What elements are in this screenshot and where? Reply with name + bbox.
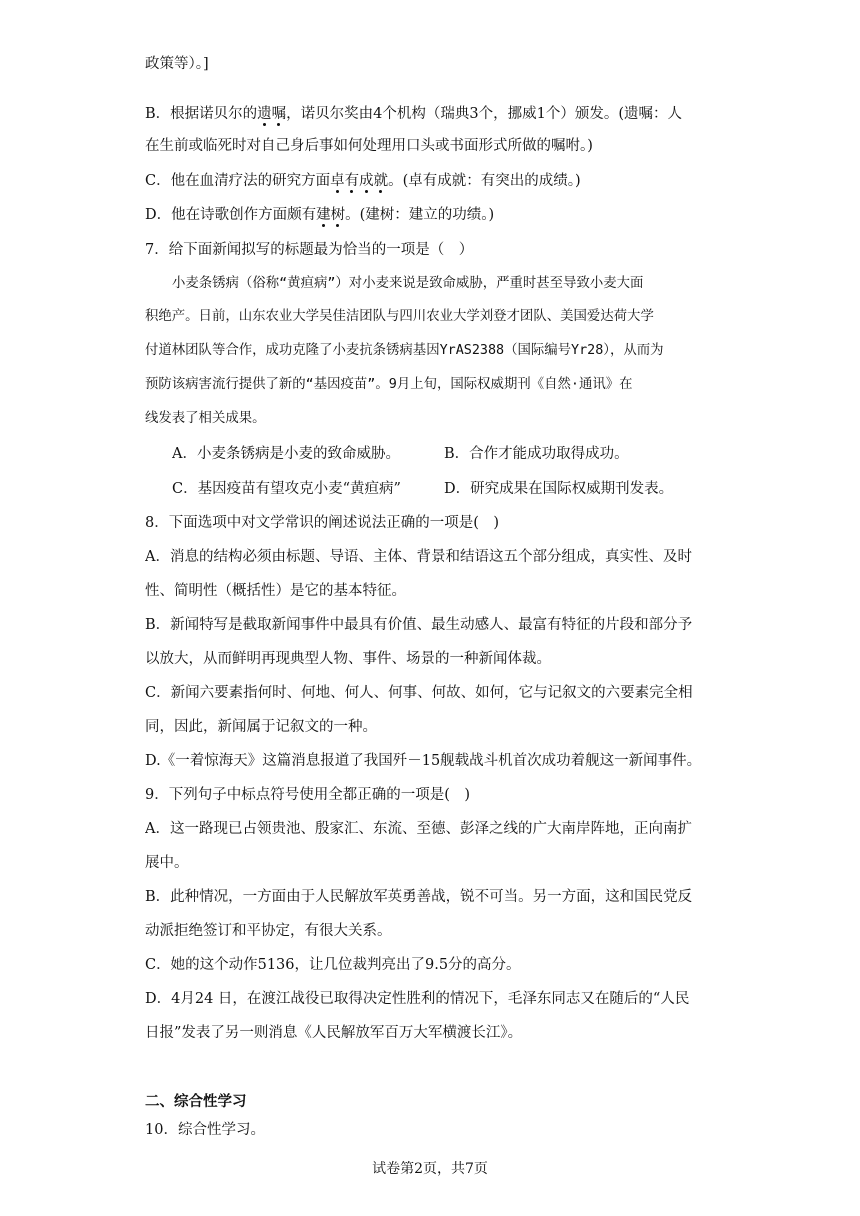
q8-option-a: A．消息的结构必须由标题、导语、主体、背景和结语这五个部分组成，真实性、及时 [145,549,692,565]
q7-option-d: D．研究成果在国际权威期刊发表。 [444,481,674,497]
q8-option-c-line2: 同，因此，新闻属于记叙文的一种。 [145,719,377,735]
section-heading: 二、综合性学习 [145,1093,247,1110]
q7-article-line: 线发表了相关成果。 [145,411,266,426]
q9-stem: 9．下列句子中标点符号使用全都正确的一项是( ) [145,787,471,803]
q6-option-d: D．他在诗歌创作方面颇有建树。(建树：建立的功绩。) [145,207,495,223]
q9-option-a: A．这一路现已占领贵池、殷家汇、东流、至德、彭泽之线的广大南岸阵地，正向南扩 [145,821,692,837]
q9-option-c: C．她的这个动作5136，让几位裁判亮出了9.5分的高分。 [145,957,521,973]
q10-stem: 10．综合性学习。 [145,1122,265,1138]
q9-option-d-line2: 日报”发表了另一则消息《人民解放军百万大军横渡长江》。 [145,1025,523,1041]
emphasis-dot-char: 有 [344,173,360,189]
q6-option-b-line2: 在生前或临死时对自己身后事如何处理用口头或书面形式所做的嘱咐。) [145,138,593,154]
q7-option-a: A．小麦条锈病是小麦的致命威胁。 [172,446,400,462]
q7-article-line: 预防该病害流行提供了新的“基因疫苗”。9月上旬，国际权威期刊《自然·通讯》在 [145,377,633,392]
q6-option-a-tail: 政策等）。] [145,56,209,72]
q9-option-a-line2: 展中。 [145,855,189,871]
q8-option-c: C．新闻六要素指何时、何地、何人、何事、何故、如何，它与记叙文的六要素完全相 [145,685,693,701]
emphasis-dot-char: 成 [359,173,374,189]
q7-article-line: 积绝产。日前，山东农业大学吴佳洁团队与四川农业大学刘登才团队、美国爱达荷大学 [145,309,654,324]
q9-option-b: B．此种情况，一方面由于人民解放军英勇善战，锐不可当。另一方面，这和国民党反 [145,889,693,905]
emphasis-dot-char: 嘱 [271,106,287,122]
emphasis-dot-char: 树 [330,207,346,223]
q9-option-d: D．4月24 日，在渡江战役已取得决定性胜利的情况下，毛泽东同志又在随后的“人民 [145,991,690,1007]
q8-stem: 8．下面选项中对文学常识的阐述说法正确的一项是( ) [145,515,500,531]
emphasis-dot-char: 遗 [257,106,272,122]
q8-option-d: D.《一着惊海天》这篇消息报道了我国歼－15舰载战斗机首次成功着舰这一新闻事件。 [145,753,702,769]
emphasis-dot-char: 建 [316,207,331,223]
q9-option-b-line2: 动派拒绝签订和平协定，有很大关系。 [145,923,392,939]
q7-article-line: 小麦条锈病（俗称“黄疸病”）对小麦来说是致命威胁，严重时甚至导致小麦大面 [172,276,644,291]
page-footer: 试卷第2页，共7页 [372,1161,488,1177]
q8-option-b: B．新闻特写是截取新闻事件中最具有价值、最生动感人、最富有特征的片段和部分予 [145,617,693,633]
q7-option-c: C．基因疫苗有望攻克小麦“黄疸病” [172,481,401,497]
emphasis-dot-char: 就 [373,173,389,189]
q8-option-a-line2: 性、简明性（概括性）是它的基本特征。 [145,583,406,599]
q6-option-b: B．根据诺贝尔的遗嘱，诺贝尔奖由4个机构（瑞典3个，挪威1个）颁发。(遗嘱：人 [145,106,682,122]
q7-option-b: B．合作才能成功取得成功。 [444,446,629,462]
q7-article-line: 付道林团队等合作，成功克隆了小麦抗条锈病基因YrAS2388（国际编号Yr28），从而为 [145,343,664,358]
emphasis-dot-char: 卓 [330,173,345,189]
q6-option-c: C．他在血清疗法的研究方面卓有成就。(卓有成就：有突出的成绩。) [145,173,581,189]
q8-option-b-line2: 以放大，从而鲜明再现典型人物、事件、场景的一种新闻体裁。 [145,651,551,667]
q7-stem: 7．给下面新闻拟写的标题最为恰当的一项是（ ） [145,242,474,258]
